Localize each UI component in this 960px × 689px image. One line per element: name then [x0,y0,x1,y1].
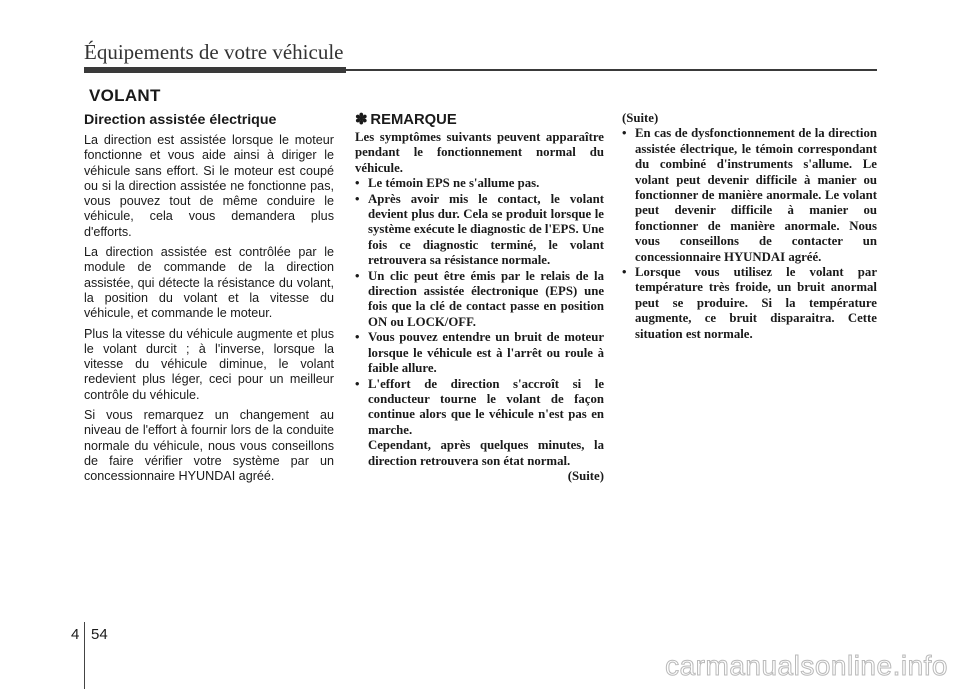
paragraph: La direction est assistée lorsque le moteur fonctionne et vous aide ainsi à diriger le véhicule sans effort. Si le moteur est coupé ou si la direction assistée ne fonctionne pas, vous pouvez tout de même conduire le véhicule, cela vous demandera plus d'efforts. [84,133,334,239]
watermark-logo: carmanualsonline.info [665,650,948,681]
list-item: • En cas de dysfonctionnement de la direction assistée électrique, le témoin correspondant du combiné d'instruments s'allume. Le volant peut devenir difficile à manier ou fonctionner de manière anormale. Le volant peut devenir difficile à manier ou fonctionner de manière anormale. Nous vous conseillons de contacter un concessionnaire HYUNDAI agréé. [622,126,877,265]
footer-divider [84,622,85,689]
paragraph: Si vous remarquez un changement au niveau de l'effort à fournir lors de la conduite normale du véhicule, nous vous conseillons de faire vérifier votre système par un concessionnaire HYUNDAI agréé. [84,408,334,484]
paragraph: La direction assistée est contrôlée par le module de commande de la direction assistée, qui détecte la résistance du volant, la position du volant et la vitesse du véhicule, et commande le moteur. [84,245,334,321]
list-item [355,377,604,469]
remark-column [355,112,604,484]
list-item-continuation: Cependant, après quelques minutes, la direction retrouvera son état normal. [368,438,604,468]
list-item: • Le témoin EPS ne s'allume pas. [355,176,604,191]
paragraph: Plus la vitesse du véhicule augmente et plus le volant durcit ; à l'inverse, lorsque la vitesse du véhicule diminue, le volant redevient plus léger, ceci pour un meilleur contrôle du véhicule. [84,326,334,402]
left-column [84,112,334,490]
list-item: • Un clic peut être émis par le relais de la direction assistée électronique (EPS) une fois que la clé de contact passe en position ON ou LOCK/OFF. [355,269,604,331]
chapter-number: 4 [71,626,80,643]
list-item: • Vous pouvez entendre un bruit de moteur lorsque le véhicule est à l'arrêt ou roule à faible allure. [355,330,604,376]
header-rule-thin [346,69,877,71]
remark-intro: Les symptômes suivants peuvent apparaître pendant le fonctionnement normal du véhicule. [355,130,604,175]
remark-heading [355,112,604,129]
remark-continued-column [622,111,877,342]
remark-heading-label: REMARQUE [370,112,457,128]
remark-list-continued [622,126,877,342]
section-title: VOLANT [89,86,161,105]
subsection-heading: Direction assistée électrique [84,112,277,128]
continued-from-label: (Suite) [622,111,659,125]
remark-list [355,176,604,469]
page-header-title: Équipements de votre véhicule [84,40,344,64]
list-item-text: • L'effort de direction s'accroît si le conducteur tourne le volant de façon continue alors que le véhicule n'est pas en marche. [368,376,604,437]
list-item: • Lorsque vous utilisez le volant par température très froide, un bruit anormal peut se produire. Si la température augmente, ce bruit disparaitra. Cette situation est normale. [622,265,877,342]
list-item: • Après avoir mis le contact, le volant devient plus dur. Cela se produit lorsque le système exécute le diagnostic de l'EPS. Une fois ce diagnostic terminé, le volant retrouvera sa résistance normale. [355,192,604,269]
header-rule-thick [84,67,346,73]
continued-label: (Suite) [567,468,604,483]
remark-star-icon: ✽ [355,112,368,128]
page-number: 54 [91,626,108,643]
